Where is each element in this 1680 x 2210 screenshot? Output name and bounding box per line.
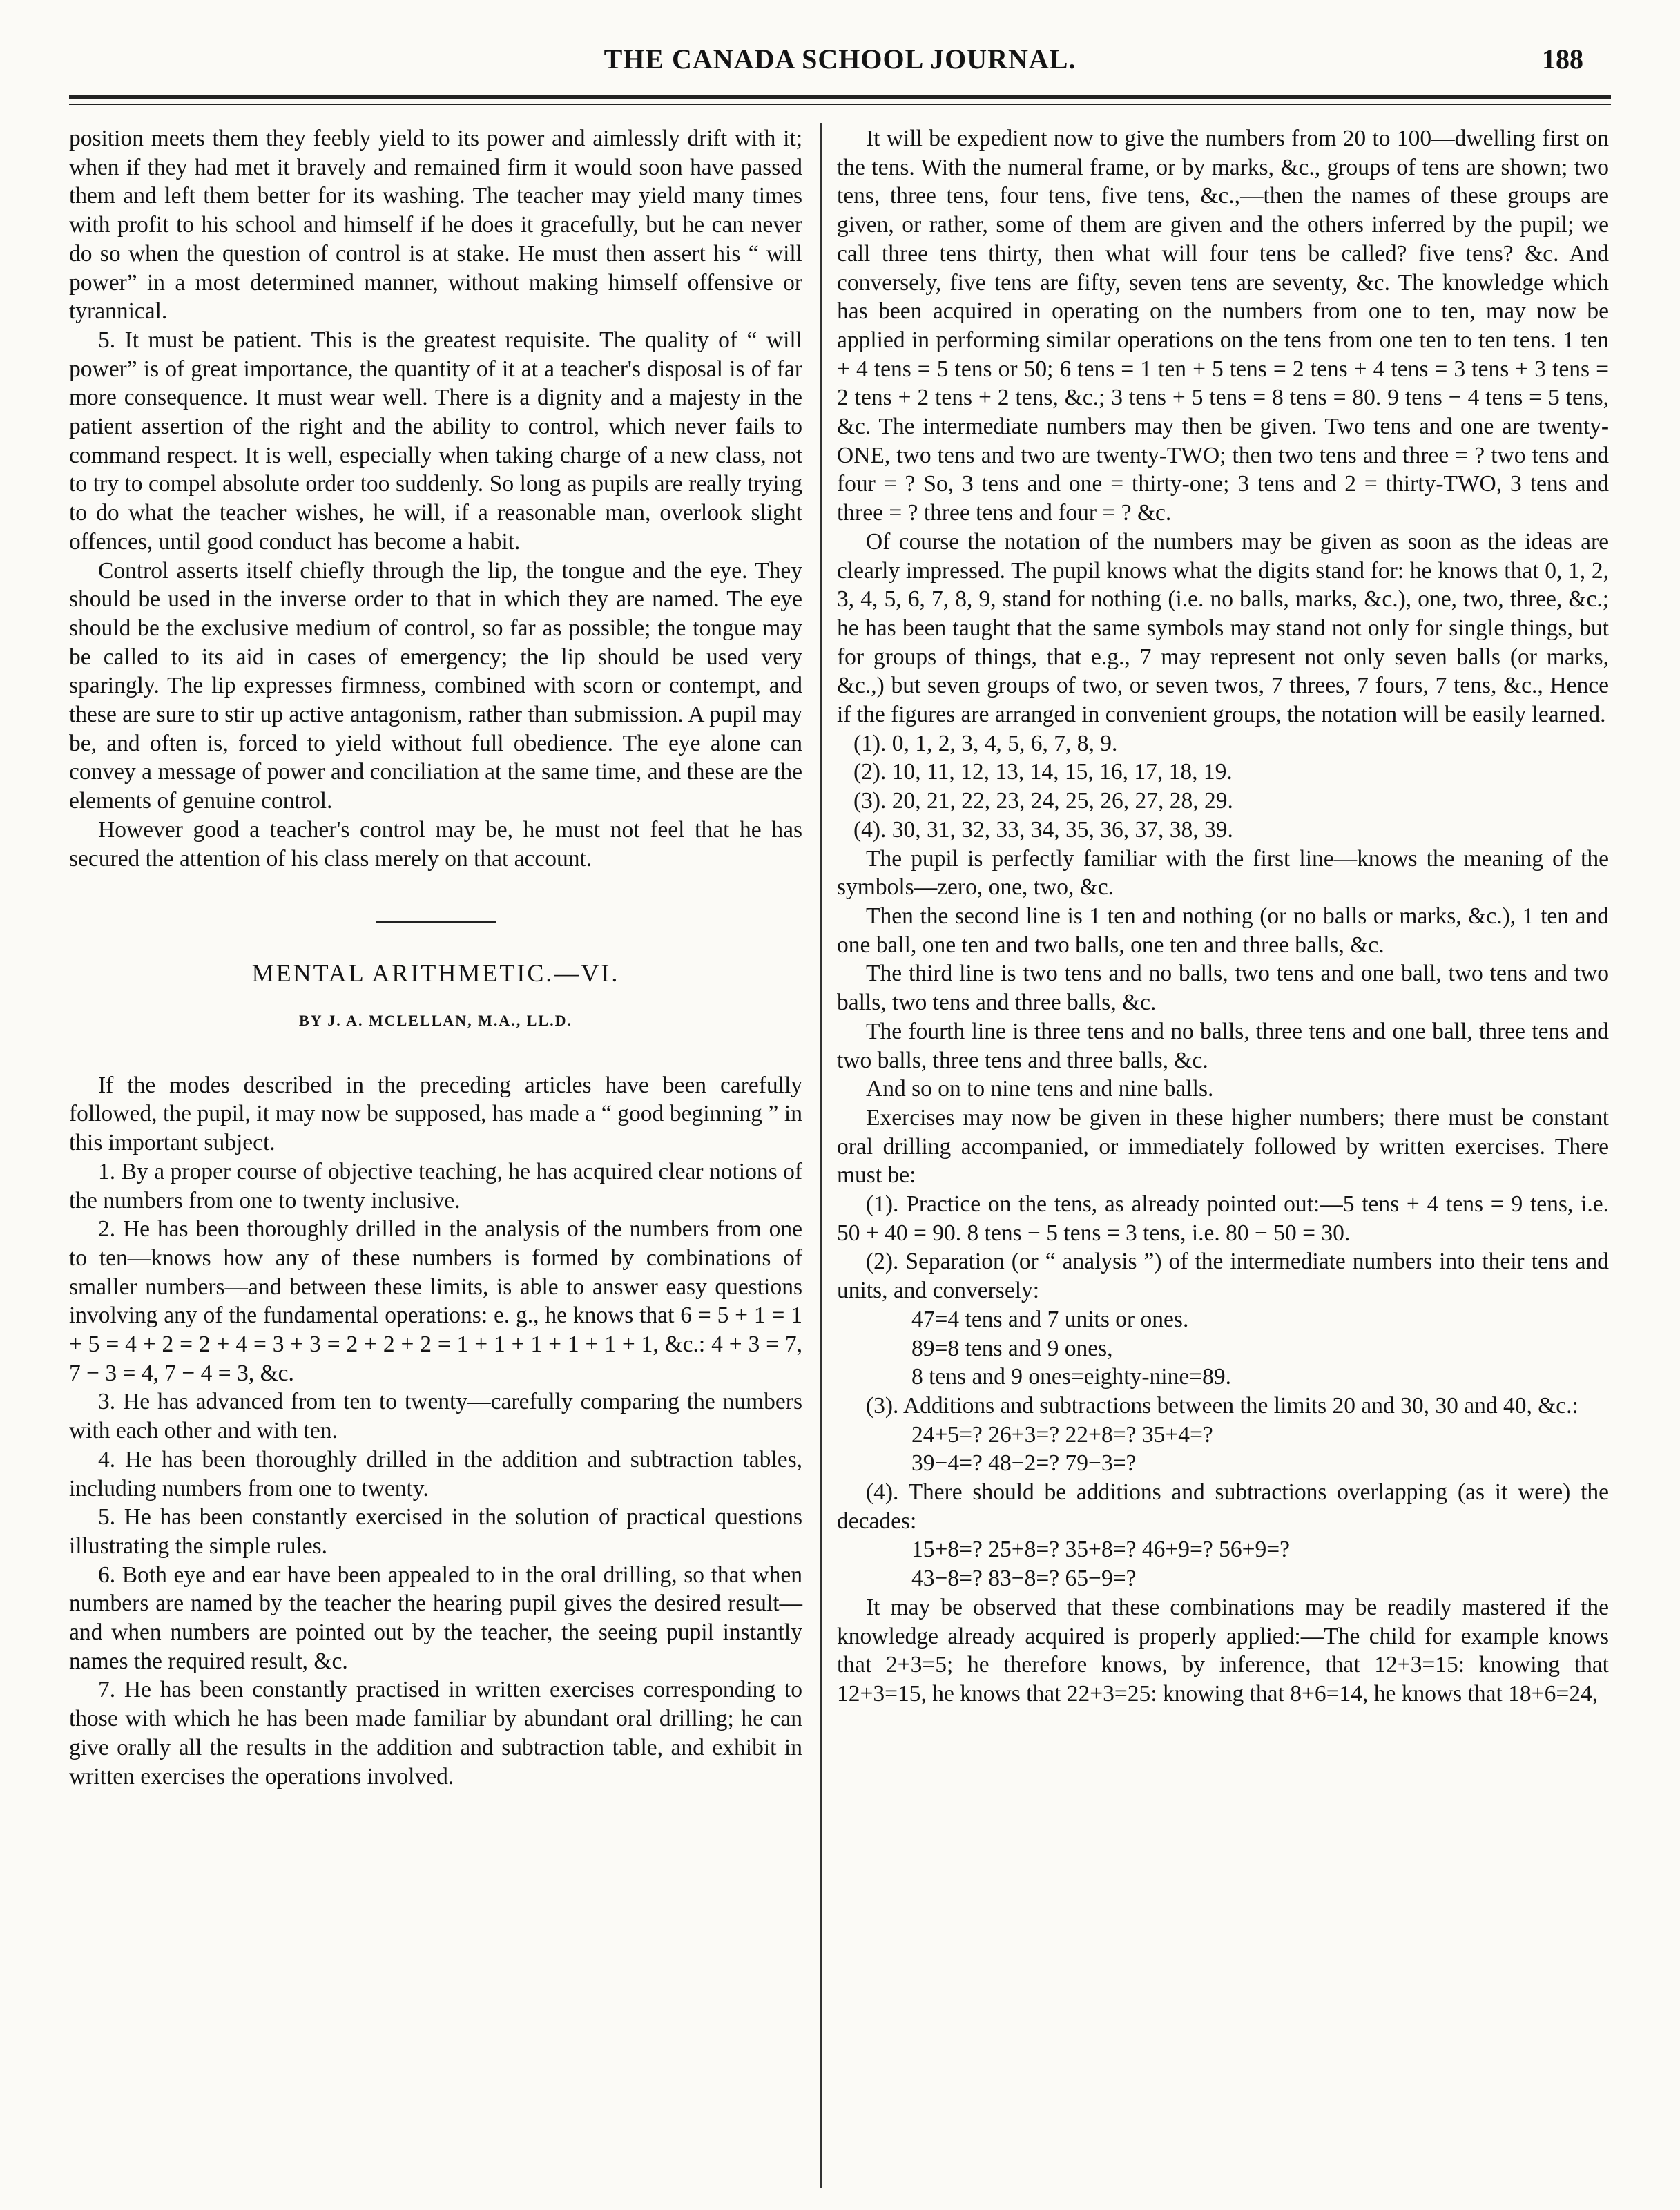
article-byline: BY J. A. MCLELLAN, M.A., LL.D. bbox=[299, 1011, 572, 1029]
article-paragraph: 6. Both eye and ear have been appealed to in the oral drilling, so that when numbers are named by the teacher the hearing pupil gives the desired result—and when numbers are pointed out by the teacher, the seeing pupil instantly names the required result, &c. bbox=[69, 1562, 802, 1674]
right-paragraph: And so on to nine tens and nine balls. bbox=[866, 1076, 1214, 1102]
article-title: MENTAL ARITHMETIC.—VI. bbox=[251, 959, 620, 988]
article-paragraph: If the modes described in the preceding articles have been carefully followed, the pupil, it may now be supposed, has made a “ good beginning ” in this important subject. bbox=[69, 1072, 802, 1156]
notation-row: (3). 20, 21, 22, 23, 24, 25, 26, 27, 28, 29. bbox=[853, 788, 1233, 814]
example-line: 43−8=? 83−8=? 65−9=? bbox=[911, 1566, 1137, 1592]
example-line: 15+8=? 25+8=? 35+8=? 46+9=? 56+9=? bbox=[911, 1537, 1291, 1563]
notation-row: (4). 30, 31, 32, 33, 34, 35, 36, 37, 38, 39. bbox=[853, 816, 1233, 843]
column-divider bbox=[820, 123, 822, 2188]
right-paragraph: The pupil is perfectly familiar with the first line—knows the meaning of the symbols—zero, one, two, &c. bbox=[837, 845, 1609, 901]
left-paragraph: However good a teacher's control may be, he must not feel that he has secured the attention of his class merely on that account. bbox=[69, 816, 802, 872]
example-line: 8 tens and 9 ones=eighty-nine=89. bbox=[911, 1364, 1231, 1390]
right-paragraph: Then the second line is 1 ten and nothing (or no balls or marks, &c.), 1 ten and one ball, one ten and two balls, one ten and three balls, &c. bbox=[837, 903, 1609, 958]
right-paragraph: It may be observed that these combinations may be readily mastered if the knowledge already acquired is properly applied:—The child for example knows that 2+3=5; he therefore knows, by inference, that 12+3=15: knowing that 12+3=15, he knows that 22+3=25: knowing that 8+6=14, he knows that 18+6=24, bbox=[837, 1594, 1609, 1707]
left-paragraph: Control asserts itself chiefly through the lip, the tongue and the eye. They should be used in the inverse order to that in which they are named. The eye should be the exclusive medium of control, so far as possible; the tongue may be called to its aid in cases of emergency; the lip should be used very sparingly. The lip expresses firmness, combined with scorn or contempt, and these are sure to stir up active antagonism, rather than submission. A pupil may be, and often is, forced to yield without full obedience. The eye alone can convey a message of power and conciliation at the same time, and these are the elements of genuine control. bbox=[69, 557, 802, 814]
article-paragraph: 5. He has been constantly exercised in the solution of practical questions illustrating the simple rules. bbox=[69, 1504, 802, 1559]
right-paragraph: (4). There should be additions and subtractions overlapping (as it were) the decades: bbox=[837, 1479, 1609, 1534]
right-paragraph: Exercises may now be given in these higher numbers; there must be constant oral drilling accompanied, or immediately followed by written exercises. There must be: bbox=[837, 1104, 1609, 1189]
right-paragraph: Of course the notation of the numbers may be given as soon as the ideas are clearly impressed. The pupil knows what the digits stand for: he knows that 0, 1, 2, 3, 4, 5, 6, 7, 8, 9, stand for nothing (i.e. no balls, marks, &c.), one, two, three, &c.; he has been taught that the same symbols may stand not only for single things, but for groups of things, that e.g., 7 may represent not only seven balls (or marks, &c.,) but seven groups of two, or seven twos, 7 threes, 7 fours, 7 tens, &c., Hence if the figures are arranged in convenient groups, the notation will be easily learned. bbox=[837, 528, 1609, 728]
left-paragraph: 5. It must be patient. This is the greatest requisite. The quality of “ will power” is of great importance, the quantity of it at a teacher's disposal is of far more consequence. It must wear well. There is a dignity and a majesty in the patient assertion of the right and the ability to control, which never fails to command respect. It is well, especially when taking charge of a new class, not to try to compel absolute order too suddenly. So long as pupils are really trying to do what the teacher wishes, he will, if a reasonable man, overlook slight offences, until good conduct has become a habit. bbox=[69, 327, 802, 555]
left-paragraph: position meets them they feebly yield to its power and aimlessly drift with it; when if they had met it bravely and remained firm it would soon have passed them and left them better for its washing. The teacher may yield many times with profit to his school and himself if he does it gracefully, but he can never do so when the question of control is at stake. He must then assert his “ will power” in a most determined manner, without making himself offensive or tyrannical. bbox=[69, 126, 802, 325]
right-paragraph: (1). Practice on the tens, as already pointed out:—5 tens + 4 tens = 9 tens, i.e. 50 + 40 = 90. 8 tens − 5 tens = 3 tens, i.e. 80 − 50 = 30. bbox=[837, 1191, 1609, 1246]
left-column bbox=[69, 124, 802, 1791]
article-paragraph: 1. By a proper course of objective teaching, he has acquired clear notions of the numbers from one to twenty inclusive. bbox=[69, 1158, 802, 1213]
article-paragraph: 4. He has been thoroughly drilled in the addition and subtraction tables, including numbers from one to twenty. bbox=[69, 1446, 802, 1501]
example-line: 89=8 tens and 9 ones, bbox=[911, 1335, 1113, 1361]
right-column bbox=[837, 124, 1609, 1709]
section-divider bbox=[376, 921, 496, 923]
article-paragraph: 2. He has been thoroughly drilled in the analysis of the numbers from one to ten—knows how any of these numbers is formed by combinations of smaller numbers—and between these limits, is able to answer easy questions involving any of the fundamental operations: e. g., he knows that 6 = 5 + 1 = 1 + 5 = 4 + 2 = 2 + 4 = 3 + 3 = 2 + 2 + 2 = 1 + 1 + 1 + 1 + 1 + 1, &c.: 4 + 3 = 7, 7 − 3 = 4, 7 − 4 = 3, &c. bbox=[69, 1216, 802, 1386]
right-paragraph: (2). Separation (or “ analysis ”) of the intermediate numbers into their tens and units, and conversely: bbox=[837, 1249, 1609, 1304]
right-paragraph: The fourth line is three tens and no balls, three tens and one ball, three tens and two balls, three tens and three balls, &c. bbox=[837, 1018, 1609, 1073]
header-rule-thick bbox=[69, 95, 1611, 99]
example-line: 39−4=? 48−2=? 79−3=? bbox=[911, 1450, 1137, 1477]
right-paragraph: It will be expedient now to give the numbers from 20 to 100—dwelling first on the tens. With the numeral frame, or by marks, &c., groups of tens are shown; two tens, three tens, four tens, five tens, &c.,—then the names of these groups are given, or rather, some of them are given and the others inferred by the pupil; we call three tens thirty, then what will four tens be called? five tens? &c. And conversely, five tens are fifty, seven tens are seventy, &c. The knowledge which has been acquired in operating on the numbers from one to ten, may now be applied in performing similar operations on the tens from one ten to ten tens. 1 ten + 4 tens = 5 tens or 50; 6 tens = 1 ten + 5 tens = 2 tens + 4 tens = 3 tens + 3 tens = 2 tens + 2 tens + 2 tens, &c.; 3 tens + 5 tens = 8 tens = 80. 9 tens − 4 tens = 5 tens, &c. The intermediate numbers may then be given. Two tens and one are twenty-ONE, two tens and two are twenty-TWO; then two tens and three = ? two tens and four = ? So, 3 tens and one = thirty-one; 3 tens and 2 = thirty-TWO, 3 tens and three = ? three tens and four = ? &c. bbox=[837, 126, 1609, 526]
right-paragraph: The third line is two tens and no balls, two tens and one ball, two tens and two balls, two tens and three balls, &c. bbox=[837, 961, 1609, 1016]
header-rule-thin bbox=[69, 104, 1611, 105]
right-paragraph: (3). Additions and subtractions between the limits 20 and 30, 30 and 40, &c.: bbox=[866, 1392, 1578, 1419]
notation-row: (1). 0, 1, 2, 3, 4, 5, 6, 7, 8, 9. bbox=[853, 730, 1118, 756]
journal-title: THE CANADA SCHOOL JOURNAL. bbox=[604, 44, 1076, 75]
page-number: 188 bbox=[1542, 44, 1583, 75]
example-line: 47=4 tens and 7 units or ones. bbox=[911, 1306, 1189, 1332]
example-line: 24+5=? 26+3=? 22+8=? 35+4=? bbox=[911, 1421, 1213, 1448]
notation-row: (2). 10, 11, 12, 13, 14, 15, 16, 17, 18, 19. bbox=[853, 759, 1233, 785]
article-paragraph: 3. He has advanced from ten to twenty—carefully comparing the numbers with each other and with ten. bbox=[69, 1389, 802, 1444]
running-header bbox=[69, 43, 1611, 84]
article-paragraph: 7. He has been constantly practised in written exercises corresponding to those with which he has been made familiar by abundant oral drilling; he can give orally all the results in the addition and subtraction table, and exhibit in written exercises the operations involved. bbox=[69, 1677, 802, 1789]
